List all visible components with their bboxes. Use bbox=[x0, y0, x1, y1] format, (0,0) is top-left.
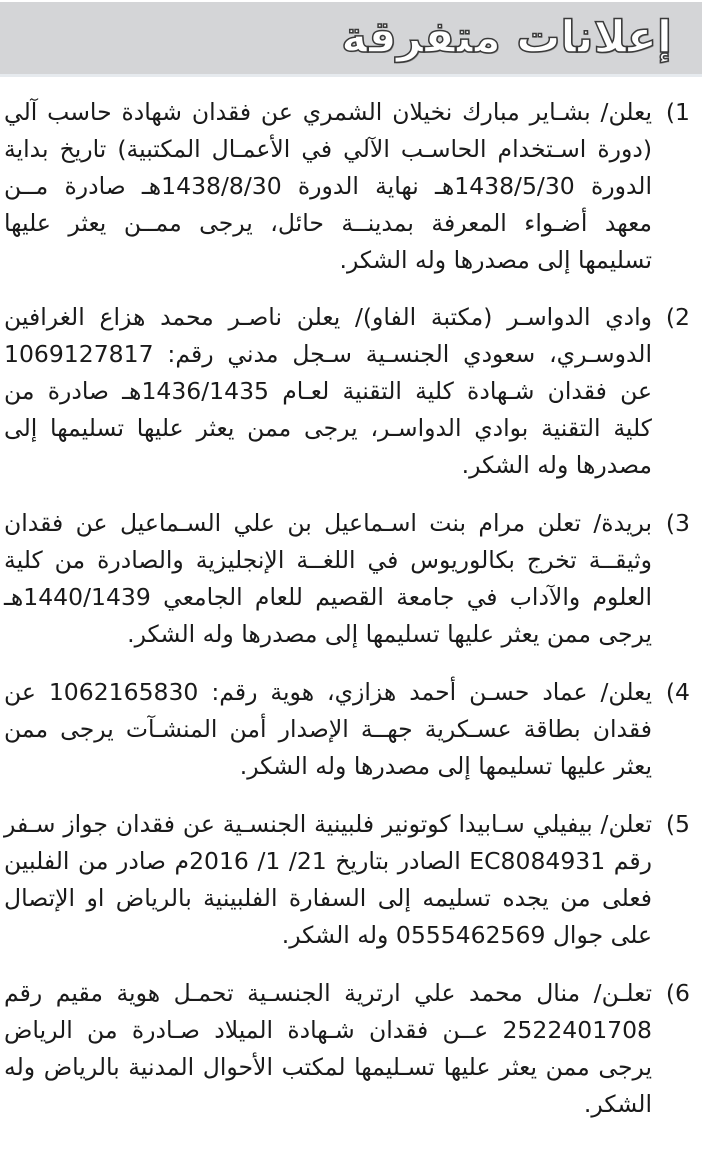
classified-ad bbox=[0, 94, 690, 279]
ad-text: بريدة/ تعلن مرام بنت اسـماعيل بن علي السـماعيل عن فقدان وثيقــة تخرج بكالوريوس في اللغــة الإنجليزية والصادرة من كلية العلوم والآداب في جامعة القصيم للعام الجامعي 1440/1439هـ يرجى ممن يعثر عليها تسليمها إلى مصدرها وله الشكر. bbox=[4, 509, 652, 648]
classified-ad bbox=[0, 806, 690, 954]
classified-ad bbox=[0, 505, 690, 653]
ad-number: 5) bbox=[665, 810, 690, 838]
classified-ads-list bbox=[0, 94, 690, 1145]
ad-number: 3) bbox=[665, 509, 690, 537]
ad-number: 6) bbox=[665, 979, 690, 1007]
classified-ad bbox=[0, 975, 690, 1123]
ad-text: يعلن/ بشـاير مبارك نخيلان الشمري عن فقدان شهادة حاسب آلي (دورة اسـتخدام الحاسـب الآلي في الأعمـال المكتبية) تاريخ بداية الدورة 1438/5/30هـ نهاية الدورة 1438/8/30هـ صادرة مــن معهد أضـواء المعرفة بمدينــة حائل، يرجى ممــن يعثر عليها تسليمها إلى مصدرها وله الشكر. bbox=[4, 98, 652, 274]
classified-ad bbox=[0, 299, 690, 484]
ad-text: يعلن/ عماد حسـن أحمد هزازي، هوية رقم: 1062165830 عن فقدان بطاقة عسـكرية جهــة الإصدار أمن المنشـآت يرجى ممن يعثر عليها تسليمها إلى مصدرها وله الشكر. bbox=[4, 678, 652, 780]
ad-text: تعلن/ بيفيلي سـابيدا كوتونير فلبينية الجنسـية عن فقدان جواز سـفر رقم EC8084931 الصادر بتاريخ 21/ 1/ 2016م صادر من الفلبين فعلى من يجده تسليمه إلى السفارة الفلبينية بالرياض او الإتصال على جوال 0555462569 وله الشكر. bbox=[4, 810, 653, 949]
ad-number: 2) bbox=[665, 303, 690, 331]
section-header bbox=[0, 2, 702, 77]
classified-ad bbox=[0, 674, 690, 785]
ad-number: 4) bbox=[665, 678, 690, 706]
ad-text: وادي الدواسـر (مكتبة الفاو)/ يعلن ناصـر محمد هزاع الغرافين الدوسـري، سعودي الجنسـية سـجل مدني رقم: 1069127817 عن فقدان شـهادة كلية التقنية لعـام 1436/1435هـ صادرة من كلية التقنية بوادي الدواسـر، يرجى ممن يعثر عليها تسليمها إلى مصدرها وله الشكر. bbox=[4, 303, 652, 479]
ad-number: 1) bbox=[665, 98, 690, 126]
ad-text: تعلـن/ منال محمد علي ارترية الجنسـية تحمـل هوية مقيم رقم 2522401708 عــن فقدان شـهادة الميلاد صـادرة من الرياض يرجى ممن يعثر عليها تسـليمها لمكتب الأحوال المدنية بالرياض وله الشكر. bbox=[4, 979, 652, 1118]
section-title: إعلانات متفرقة bbox=[341, 12, 672, 63]
